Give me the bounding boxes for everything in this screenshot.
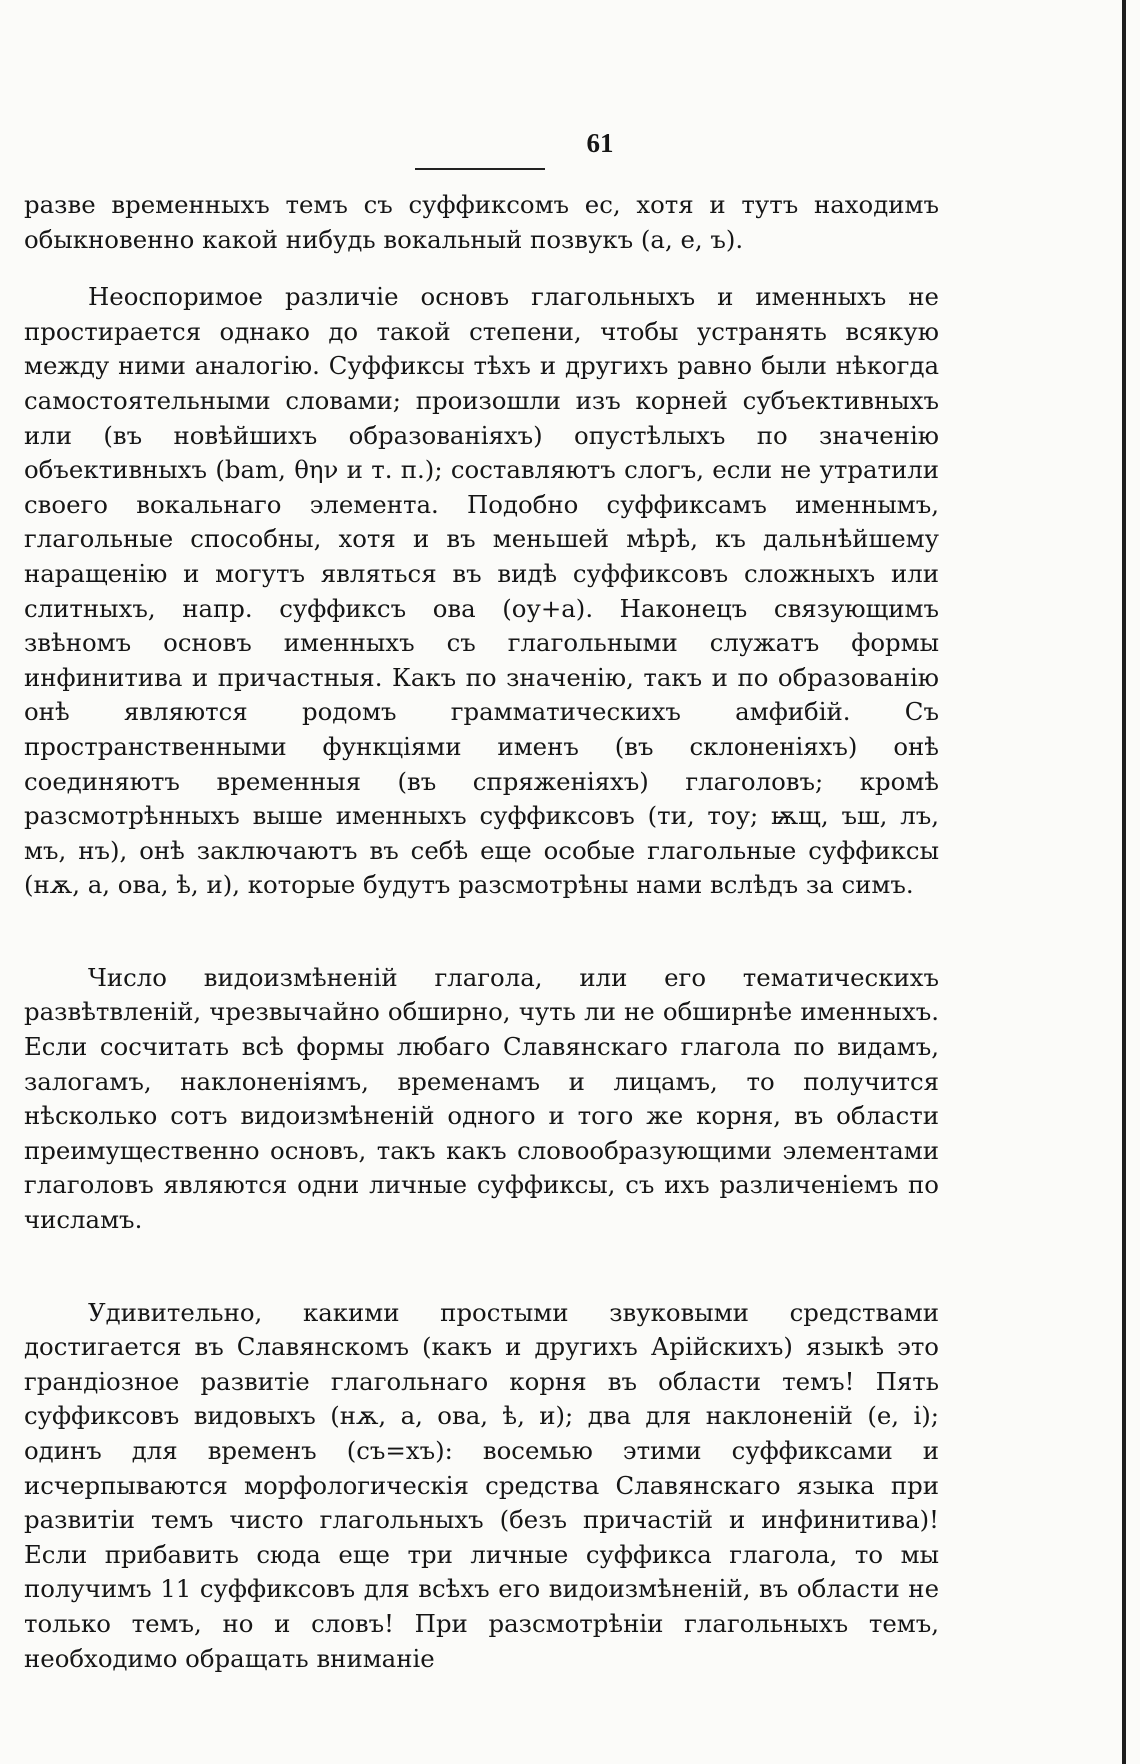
page-number-rule (415, 168, 545, 170)
text-block (24, 188, 939, 1676)
paragraph-verb-modifications: Число видоизмѣненiй глагола, или его тематическихъ развѣтвленiй, чрезвычайно обширно, чуть ли не обширнѣе именныхъ. Если сосчитать всѣ формы любаго Славянскаго глагола по видамъ, залогамъ, наклоненiямъ, временамъ и лицамъ, то получится нѣсколько сотъ видоизмѣненiй одного и того же корня, въ области преимущественно основъ, такъ какъ словообразующими элементами глаголовъ являются одни личные суффиксы, съ ихъ различенiемъ по числамъ. (24, 962, 939, 1235)
page-number: 61 (586, 128, 614, 158)
scan-edge-line (1122, 0, 1126, 1764)
paragraph-sound-means: Удивительно, какими простыми звуковыми средствами достигается въ Славянскомъ (какъ и другихъ Арiйскихъ) языкѣ это грандiозное развитiе глагольнаго корня въ области темъ! Пять суффиксовъ видовыхъ (нѫ, а, ова, ѣ, и); два для наклоненiй (е, i); одинъ для временъ (съ=хъ): восемью этими суффиксами и исчерпываются морфологическiя средства Славянскаго языка при развитiи темъ чисто глагольныхъ (безъ причастiй и инфинитива)! Если прибавить сюда еще три личные суффикса глагола, то мы получимъ 11 суффиксовъ для всѣхъ его видоизмѣненiй, въ области не только темъ, но и словъ! При разсмотрѣнiи глагольныхъ темъ, необходимо обращать вниманiе (24, 1297, 939, 1673)
paragraph-continuation: разве временныхъ темъ съ суффиксомъ ес, хотя и тутъ находимъ обыкновенно какой нибудь вокальный позвукъ (а, е, ъ). (24, 190, 939, 254)
paragraph-stem-differences: Неоспоримое различiе основъ глагольныхъ и именныхъ не простирается однако до такой степени, чтобы устранять всякую между ними аналогiю. Суффиксы тѣхъ и другихъ равно были нѣкогда самостоятельными словами; произошли изъ корней субъективныхъ или (въ новѣйшихъ образованiяхъ) опустѣлыхъ по значенiю объективныхъ (bam, θην и т. п.); составляютъ слогъ, если не утратили своего вокальнаго элемента. Подобно суффиксамъ именнымъ, глагольные способны, хотя и въ меньшей мѣрѣ, къ дальнѣйшему наращенiю и могутъ являться въ видѣ суффиксовъ сложныхъ или слитныхъ, напр. суффиксъ ова (оу+а). Наконецъ связующимъ звѣномъ основъ именныхъ съ глагольными служатъ формы инфинитива и причастныя. Какъ по значенiю, такъ и по образованiю онѣ являются родомъ грамматическихъ амфибiй. Съ пространственными функцiями именъ (въ склоненiяхъ) онѣ соединяютъ временныя (въ спряженiяхъ) глаголовъ; кромѣ разсмотрѣнныхъ выше именныхъ суффиксовъ (ти, тоу; ѭщ, ъш, лъ, мъ, нъ), онѣ заключаютъ въ себѣ еще особые глагольные суффиксы (нѫ, а, ова, ѣ, и), которые будутъ разсмотрѣны нами вслѣдъ за симъ. (24, 282, 939, 900)
